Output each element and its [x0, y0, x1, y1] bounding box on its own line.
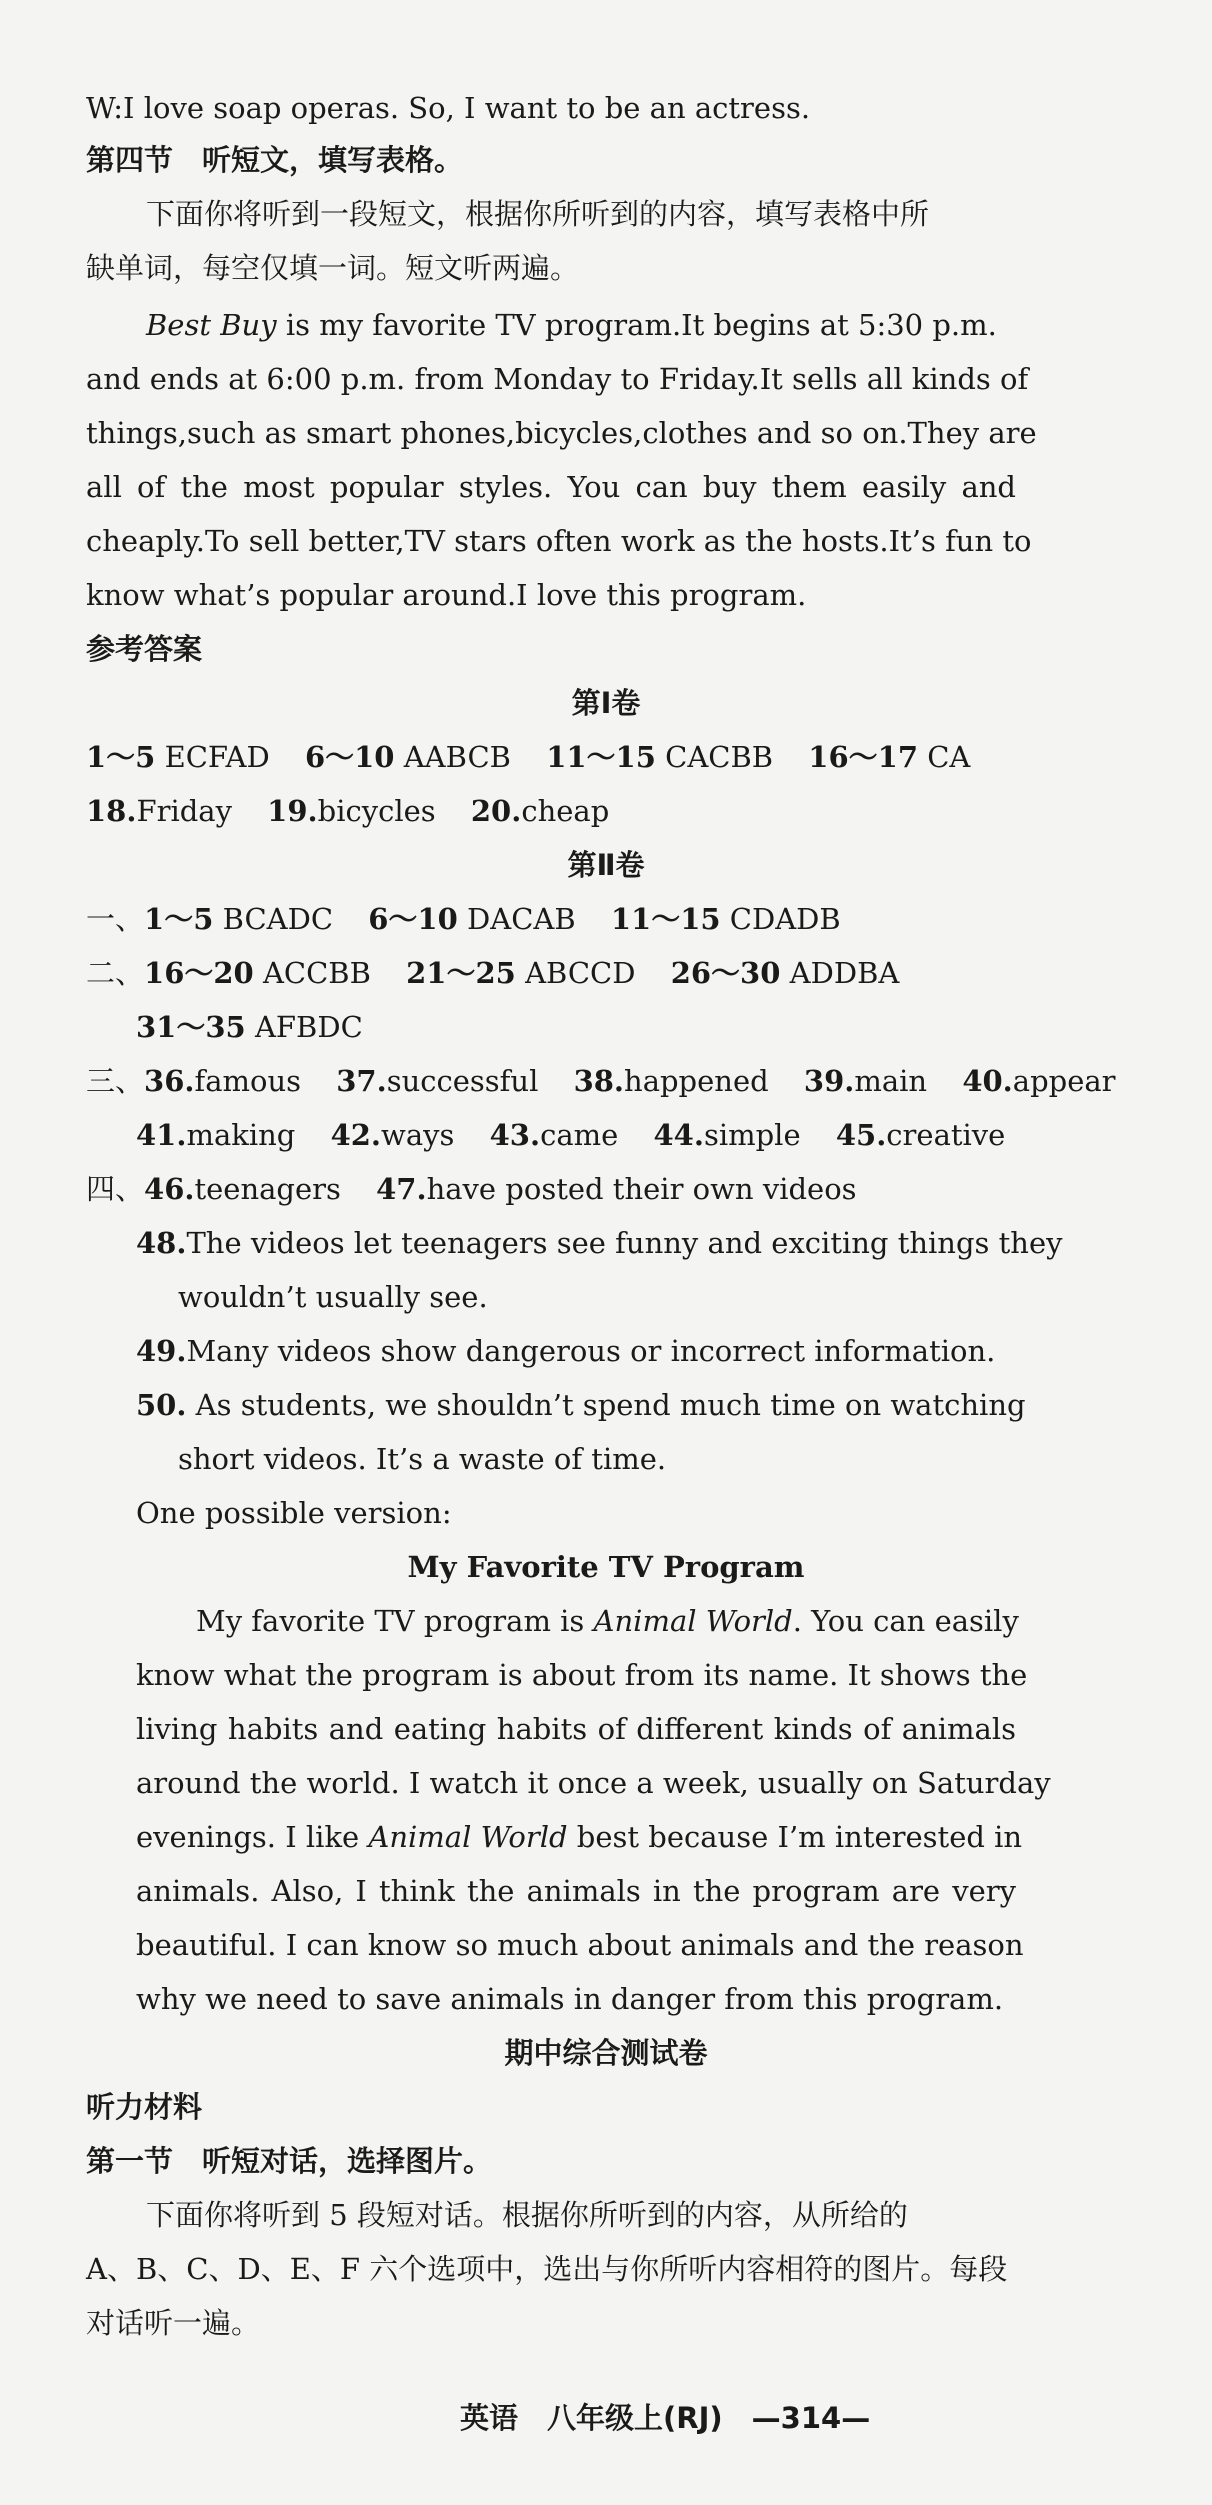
passage-line: cheaply.To sell better,TV stars often work as the hosts.It’s fun to — [86, 524, 1032, 558]
instruction-line: A、B、C、D、E、F 六个选项中，选出与你所听内容相符的图片。每段 — [86, 2252, 1008, 2286]
passage-line: know what’s popular around.I love this program. — [86, 578, 807, 612]
answer-line: wouldn’t usually see. — [178, 1280, 488, 1314]
instruction-line: 下面你将听到一段短文，根据你所听到的内容，填写表格中所 — [146, 197, 930, 231]
passage-text: is my favorite TV program.It begins at 5:30 p.m. — [276, 308, 997, 342]
essay-line: evenings. I like Animal World best because I’m interested in — [136, 1820, 1023, 1854]
answer-row: 三、36.famous 37.successful 38.happened 39.main 40.appear — [86, 1064, 1116, 1098]
answers-heading: 参考答案 — [86, 632, 203, 666]
essay-line: animals. Also, I think the animals in the program are very — [136, 1874, 1016, 1908]
essay-title: My Favorite TV Program — [407, 1550, 805, 1584]
program-name: Best Buy — [146, 308, 277, 342]
essay-intro: One possible version: — [136, 1496, 452, 1530]
essay-line: living habits and eating habits of different kinds of animals — [136, 1712, 1016, 1746]
answer-row: 31～35 AFBDC — [136, 1010, 363, 1044]
passage-line: things,such as smart phones,bicycles,clothes and so on.They are — [86, 416, 1037, 450]
essay-line: know what the program is about from its name. It shows the — [136, 1658, 1028, 1692]
essay-line: My favorite TV program is Animal World. You can easily — [196, 1604, 1019, 1638]
answer-row: 四、46.teenagers 47.have posted their own videos — [86, 1172, 857, 1206]
answer-row: 一、1～5 BCADC 6～10 DACAB 11～15 CDADB — [86, 902, 841, 936]
instruction-line: 对话听一遍。 — [86, 2306, 261, 2340]
answer-row: 41.making 42.ways 43.came 44.simple 45.creative — [136, 1118, 1006, 1152]
midterm-title: 期中综合测试卷 — [504, 2036, 708, 2070]
answer-row: 18.Friday 19.bicycles 20.cheap — [86, 794, 610, 828]
answer-line: short videos. It’s a waste of time. — [178, 1442, 667, 1476]
answer-line: 49.Many videos show dangerous or incorrect information. — [136, 1334, 996, 1368]
essay-line: beautiful. I can know so much about animals and the reason — [136, 1928, 1024, 1962]
instruction-line: 缺单词，每空仅填一词。短文听两遍。 — [86, 251, 580, 285]
section-heading: 第四节 听短文，填写表格。 — [86, 143, 464, 177]
listening-line: W:I love soap operas. So, I want to be an actress. — [86, 91, 811, 125]
passage-line: all of the most popular styles. You can buy them easily and — [86, 470, 1016, 504]
page-number: —314— — [751, 2401, 871, 2435]
answer-line: 50. As students, we shouldn’t spend much time on watching — [136, 1388, 1026, 1422]
page-footer — [460, 2398, 1212, 2438]
instruction-line: 下面你将听到 5 段短对话。根据你所听到的内容，从所给的 — [146, 2198, 908, 2232]
material-heading: 听力材料 — [86, 2090, 203, 2124]
passage-line: and ends at 6:00 p.m. from Monday to Friday.It sells all kinds of — [86, 362, 1029, 396]
volume-title: 第Ⅰ卷 — [571, 686, 641, 720]
passage-line — [146, 305, 1016, 345]
footer-subject: 英语 八年级上(RJ) — [460, 2401, 723, 2435]
essay-line: around the world. I watch it once a week, usually on Saturday — [136, 1766, 1051, 1800]
volume-title: 第Ⅱ卷 — [567, 848, 645, 882]
section-heading: 第一节 听短对话，选择图片。 — [86, 2144, 493, 2178]
answer-row: 1～5 ECFAD 6～10 AABCB 11～15 CACBB 16～17 CA — [86, 740, 971, 774]
answer-line: 48.The videos let teenagers see funny and exciting things they — [136, 1226, 1063, 1260]
essay-line: why we need to save animals in danger from this program. — [136, 1982, 1004, 2016]
answer-row: 二、16～20 ACCBB 21～25 ABCCD 26～30 ADDBA — [86, 956, 900, 990]
